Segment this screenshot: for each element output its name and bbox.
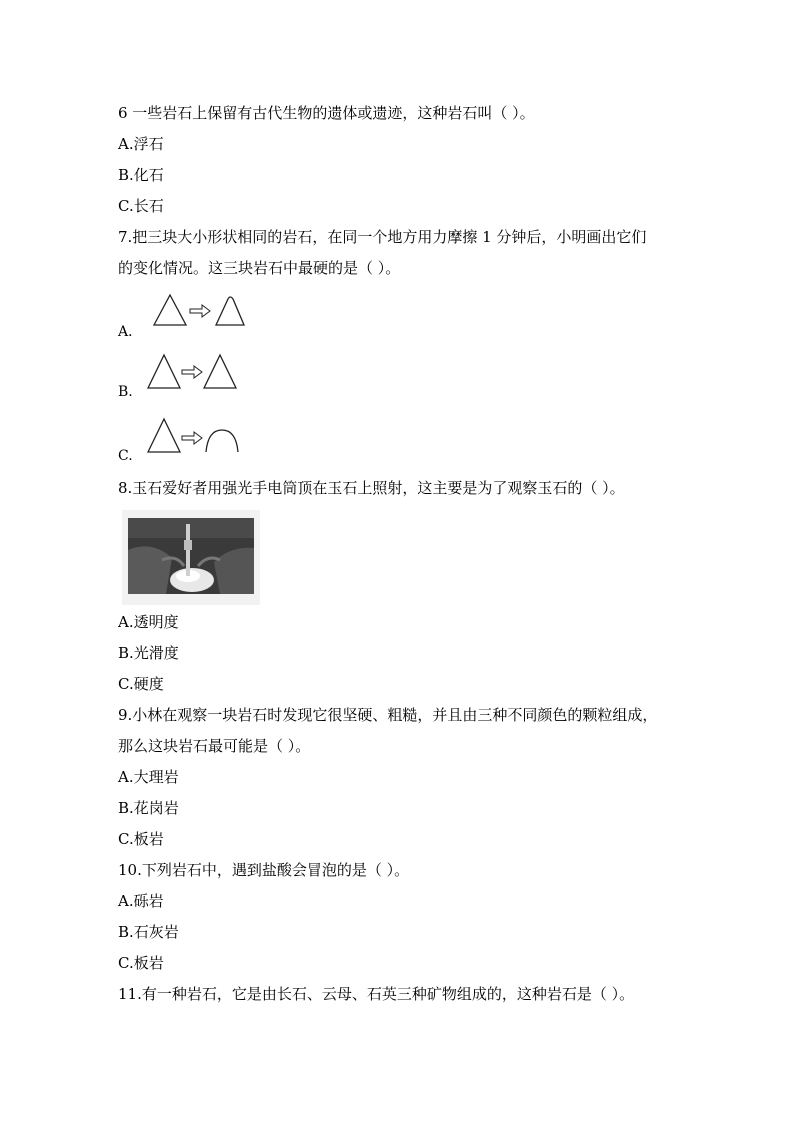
question-7-stem-line1: 7.把三块大小形状相同的岩石，在同一个地方用力摩擦 1 分钟后，小明画出它们 (118, 228, 647, 246)
question-10-stem: 10.下列岩石中，遇到盐酸会冒泡的是（ ）。 (118, 861, 410, 879)
question-9-option-c: C.板岩 (118, 830, 164, 848)
question-8-option-b: B.光滑度 (118, 644, 179, 662)
question-6-stem: 6 一些岩石上保留有古代生物的遗体或遗迹，这种岩石叫（ ）。 (118, 104, 535, 122)
question-10-option-b: B.石灰岩 (118, 923, 179, 941)
question-7-option-a-label: A． (118, 324, 143, 340)
triangle-to-slightly-worn-triangle-icon (142, 290, 242, 330)
question-7-option-c-label: C. (118, 448, 133, 464)
question-10-option-a: A.砾岩 (118, 892, 164, 910)
triangle-to-rounded-dome-icon (142, 414, 242, 454)
question-7-option-b (118, 350, 318, 400)
question-8-option-c: C.硬度 (118, 675, 164, 693)
question-9-stem-line2: 那么这块岩石最可能是（ ）。 (118, 737, 311, 755)
question-9-stem-line1: 9.小林在观察一块岩石时发现它很坚硬、粗糙，并且由三种不同颜色的颗粒组成， (118, 706, 658, 724)
question-8-stem: 8.玉石爱好者用强光手电筒顶在玉石上照射，这主要是为了观察玉石的（ ）。 (118, 479, 625, 497)
flashlight-on-jade-photo-icon (122, 510, 260, 605)
question-8-option-a: A.透明度 (118, 613, 179, 631)
arrow-right-icon (182, 366, 202, 378)
question-9-option-a: A.大理岩 (118, 768, 179, 786)
question-6-option-c: C.长石 (118, 197, 164, 215)
question-9-option-b: B.花岗岩 (118, 799, 179, 817)
question-7-option-b-label: B. (118, 384, 133, 400)
question-7-stem-line2: 的变化情况。这三块岩石中最硬的是（ ）。 (118, 259, 401, 277)
triangle-to-triangle-icon (142, 350, 242, 390)
arrow-right-icon (182, 432, 202, 444)
question-7-option-a (118, 290, 318, 340)
question-6-option-b: B.化石 (118, 166, 164, 184)
question-7-option-c (118, 414, 318, 464)
arrow-right-icon (190, 305, 210, 317)
question-6-option-a: A.浮石 (118, 135, 164, 153)
question-10-option-c: C.板岩 (118, 954, 164, 972)
question-11-stem: 11.有一种岩石，它是由长石、云母、石英三种矿物组成的，这种岩石是（ ）。 (118, 985, 635, 1003)
